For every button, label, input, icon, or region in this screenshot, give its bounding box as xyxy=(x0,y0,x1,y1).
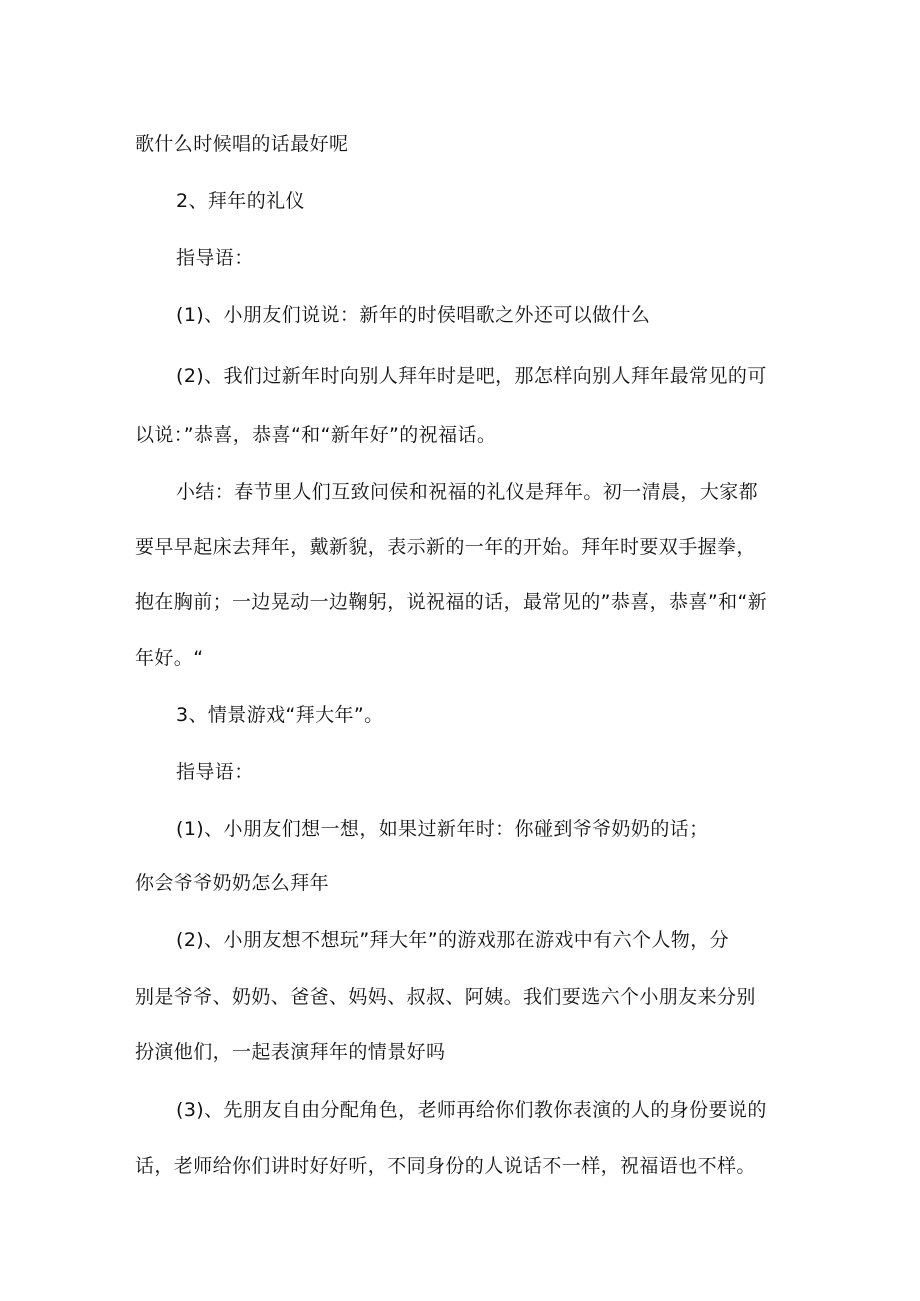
paragraph-line: 小结：春节里人们互致问侯和祝福的礼仪是拜年。初一清晨，大家都 xyxy=(176,481,759,503)
paragraph-line: (2)、我们过新年时向别人拜年时是吧，那怎样向别人拜年最常见的可 xyxy=(176,365,767,387)
paragraph-line: 你会爷爷奶奶怎么拜年 xyxy=(135,872,330,894)
paragraph-line: (2)、小朋友想不想玩”拜大年”的游戏那在游戏中有六个人物，分 xyxy=(176,929,730,951)
paragraph-line: 扮演他们，一起表演拜年的情景好吗 xyxy=(135,1041,446,1063)
paragraph-line: 年好。“ xyxy=(135,647,204,669)
paragraph-line: (1)、小朋友们说说：新年的时侯唱歌之外还可以做什么 xyxy=(176,304,651,326)
paragraph-line: 以说：”恭喜，恭喜“和“新年好”的祝福话。 xyxy=(135,424,497,446)
label-guide: 指导语： xyxy=(176,247,254,269)
section-heading: 2、拜年的礼仪 xyxy=(176,190,305,212)
paragraph-line: (3)、先朋友自由分配角色，老师再给你们教你表演的人的身份要说的 xyxy=(176,1099,767,1121)
paragraph-line: 要早早起床去拜年，戴新貌，表示新的一年的开始。拜年时要双手握拳， xyxy=(135,536,756,558)
paragraph-line: 抱在胸前；一边晃动一边鞠躬，说祝福的话，最常见的”恭喜，恭喜”和“新 xyxy=(135,591,768,613)
section-heading: 3、情景游戏“拜大年”。 xyxy=(176,704,384,726)
paragraph-line: 话，老师给你们讲时好好听，不同身份的人说话不一样，祝福语也不样。 xyxy=(135,1155,756,1177)
paragraph-line: (1)、小朋友们想一想，如果过新年时：你碰到爷爷奶奶的话； xyxy=(176,818,709,840)
paragraph-line: 别是爷爷、奶奶、爸爸、妈妈、叔叔、阿姨。我们要选六个小朋友来分别 xyxy=(135,986,756,1008)
paragraph-line: 歌什么时候唱的话最好呢 xyxy=(135,133,349,155)
label-guide: 指导语： xyxy=(176,761,254,783)
